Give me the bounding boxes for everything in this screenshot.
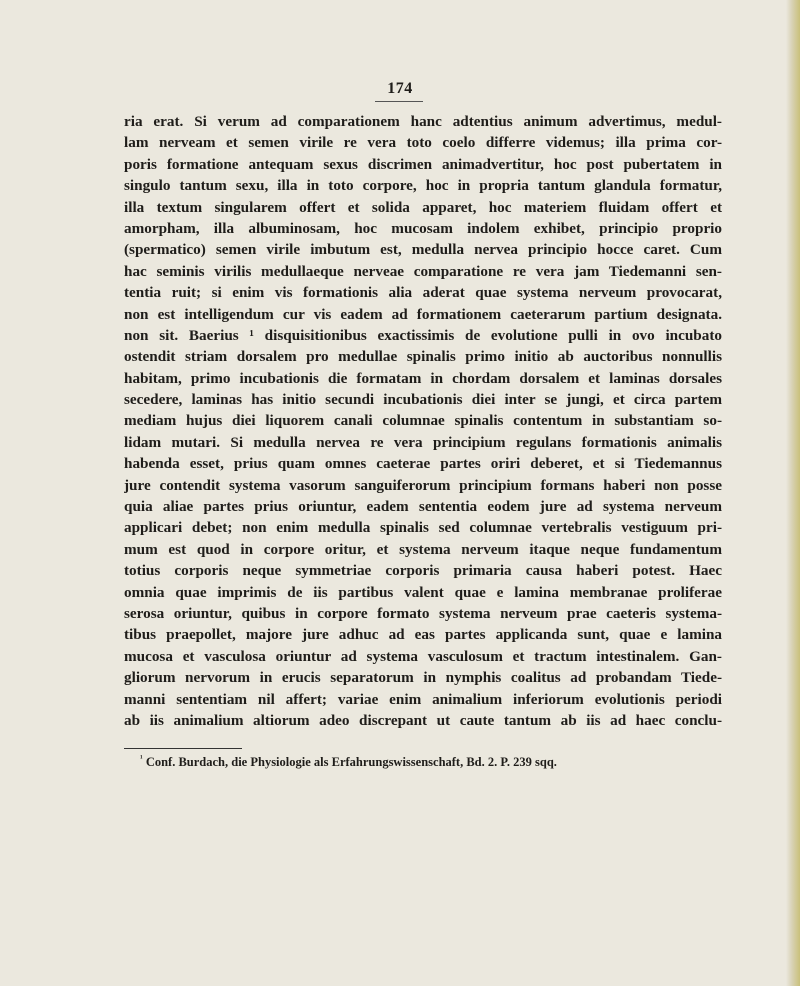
text-line: quia aliae partes prius oriuntur, eadem sententia eodem jure ad systema nerveum [124,498,722,516]
text-line: amorpham, illa albuminosam, hoc mucosam indolem exhibet, principio proprio [124,219,722,237]
text-line: habenda esset, prius quam omnes caeterae partes oriri deberet, et si Tiedemannus [124,455,722,473]
text-line: mum est quod in corpore oritur, et systema nerveum itaque neque fundamentum [124,540,722,558]
footnote-text: Conf. Burdach, die Physiologie als Erfahrungswissenschaft, Bd. 2. P. 239 sqq. [145,755,557,769]
text-line: omnia quae imprimis de iis partibus valent quae e lamina membranae proliferae [124,583,722,601]
text-line: mediam hujus diei liquorem canali columnae spinalis contentum in substantiam so- [124,412,722,430]
text-line: non est intelligendum cur vis eadem ad formationem caeterarum partium designata. [124,305,722,323]
text-line: serosa oriuntur, quibus in corpore formato systema nerveum prae caeteris systema- [124,604,722,622]
text-line: lam nerveam et semen virile re vera toto coelo differre videmus; illa prima cor- [124,134,722,152]
text-line: applicari debet; non enim medulla spinalis sed columnae vertebralis vestiguum pri- [124,519,722,537]
text-line: tibus praepollet, majore jure adhuc ad eas partes applicanda sunt, quae e lamina [124,626,722,644]
text-line: mucosa et vasculosa oriuntur ad systema vasculosum et tractum intestinalem. Gan- [124,647,722,665]
text-line: manni sententiam nil affert; variae enim animalium inferiorum evolutionis periodi [124,690,722,708]
text-line: ab iis animalium altiorum adeo discrepant ut caute tantum ab iis ad haec conclu- [124,711,722,729]
footnote-marker: ¹ [140,752,143,763]
text-line: totius corporis neque symmetriae corporis primaria causa haberi potest. Haec [124,562,722,580]
footnote [140,754,700,770]
page-number: 174 [387,80,413,97]
text-line: illa textum singularem offert et solida apparet, hoc materiem fluidam offert et [124,198,722,216]
text-line: lidam mutari. Si medulla nervea re vera principium regulans formationis animalis [124,433,722,451]
text-line: secedere, laminas has initio secundi incubationis diei inter se jungi, et circa partem [124,391,722,409]
text-line: ria erat. Si verum ad comparationem hanc adtentius animum advertimus, medul- [124,113,722,130]
text-line: (spermatico) semen virile imbutum est, medulla nervea principio hocce caret. Cum [124,241,722,259]
text-line: tentia ruit; si enim vis formationis alia aderat quae systema nerveum provocarat, [124,284,722,302]
text-line: singulo tantum sexu, illa in toto corpore, hoc in propria tantum glandula formatur, [124,177,722,195]
text-line: non sit. Baerius ¹ disquisitionibus exactissimis de evolutione pulli in ovo incubato [124,326,722,344]
page-number-rule [375,101,423,102]
text-line: gliorum nervorum in erucis separatorum in nymphis coalitus ad probandam Tiede- [124,669,722,687]
text-line: habitam, primo incubationis die formatam in chordam dorsalem et laminas dorsales [124,369,722,387]
body-text [124,111,722,731]
page-edge [786,0,800,986]
footnote-rule [124,748,242,749]
text-line: ostendit striam dorsalem pro medullae spinalis primo initio ab auctoribus nonnullis [124,348,722,366]
text-line: hac seminis virilis medullaeque nerveae comparatione re vera jam Tiedemanni sen- [124,262,722,280]
text-line: poris formatione antequam sexus discrimen animadvertitur, hoc post pubertatem in [124,155,722,173]
text-line: jure contendit systema vasorum sanguiferorum principium formans haberi non posse [124,476,722,494]
